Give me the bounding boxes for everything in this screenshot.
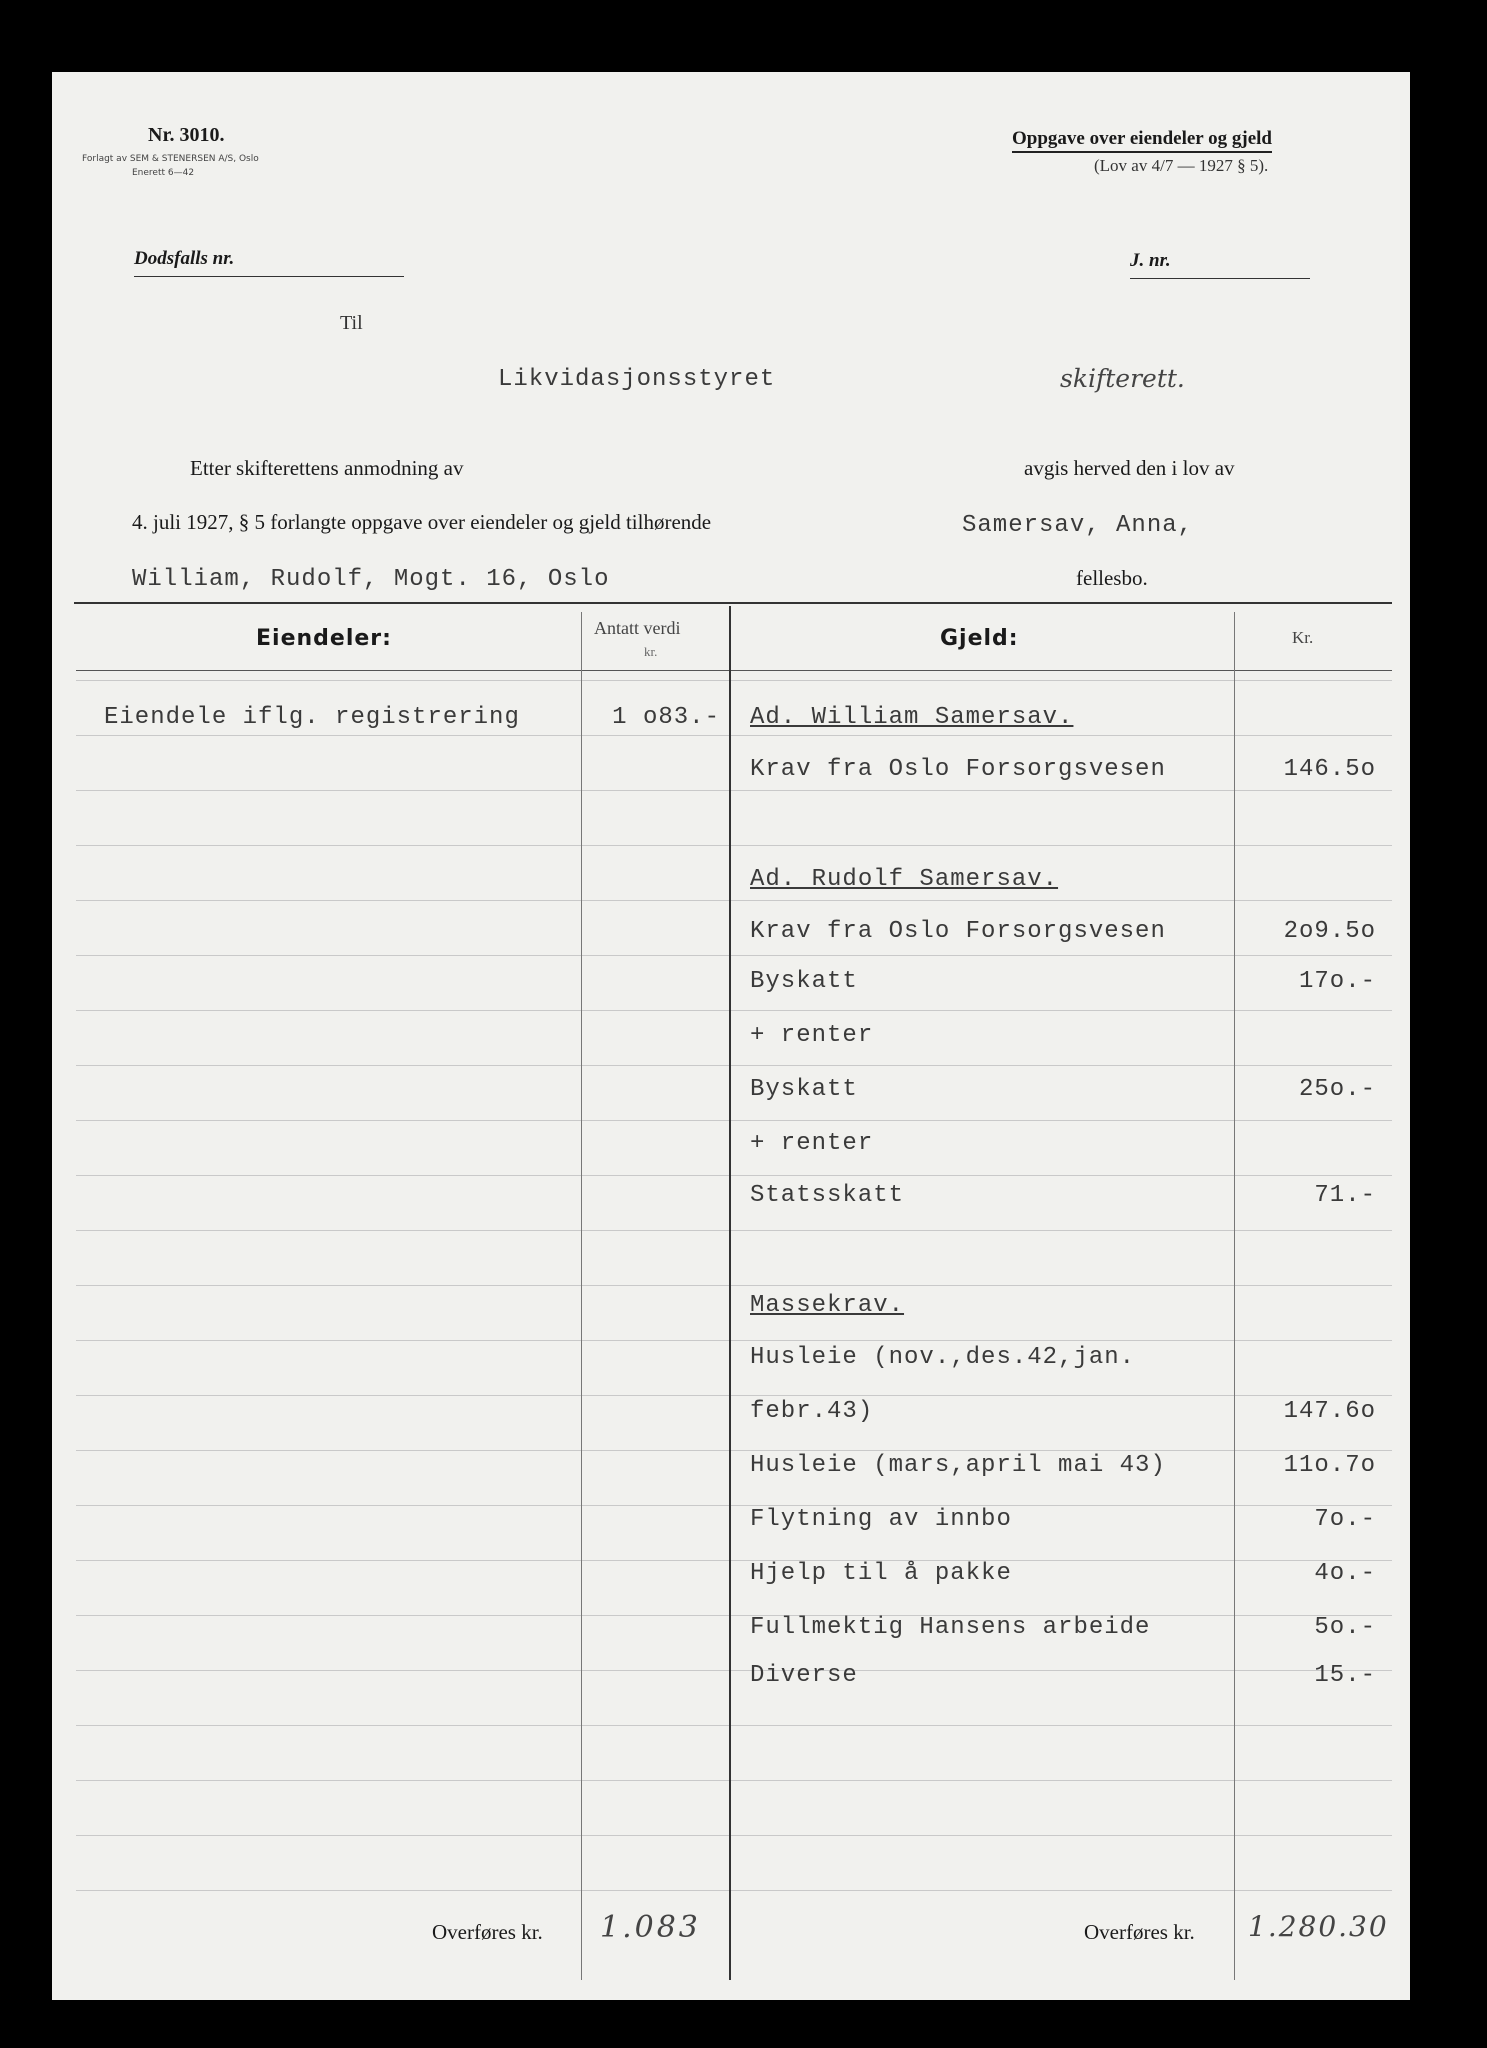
asset-value: 1 o83.- xyxy=(612,704,720,731)
debt-amount: 147.6o xyxy=(1283,1398,1376,1425)
value-header-unit: kr. xyxy=(644,644,658,659)
debt-item: Husleie (mars,april mai 43) xyxy=(750,1452,1166,1479)
debts-amount-divider xyxy=(1234,612,1235,1980)
debt-heading: Massekrav. xyxy=(750,1292,905,1319)
death-case-field[interactable] xyxy=(134,276,404,277)
body-line3-right: fellesbo. xyxy=(1076,566,1148,590)
publisher-line: Forlagt av SEM & STENERSEN A/S, Oslo xyxy=(82,154,259,164)
debt-heading: Ad. Rudolf Samersav. xyxy=(750,866,1059,893)
debt-item: Fullmektig Hansens arbeide xyxy=(750,1614,1151,1641)
to-label: Til xyxy=(340,312,363,334)
debt-item: Byskatt xyxy=(750,1076,858,1103)
kr-header: Kr. xyxy=(1292,628,1314,647)
table-header-rule xyxy=(76,670,1392,671)
debt-amount: 71.- xyxy=(1314,1182,1376,1209)
journal-field[interactable] xyxy=(1130,278,1310,279)
debt-heading: Ad. William Samersav. xyxy=(750,704,1074,731)
body-line2-left: 4. juli 1927, § 5 forlangte oppgave over eiendeler og gjeld tilhørende xyxy=(132,510,712,534)
carry-over-label-right: Overføres kr. xyxy=(1084,1920,1195,1944)
debt-item: febr.43) xyxy=(750,1398,874,1425)
debt-item: Byskatt xyxy=(750,968,858,995)
debt-item: + renter xyxy=(750,1130,874,1157)
debt-amount: 25o.- xyxy=(1298,1076,1376,1103)
debt-item: Flytning av innbo xyxy=(750,1506,1012,1533)
court: skifterett. xyxy=(1060,364,1185,393)
debt-amount: 11o.7o xyxy=(1283,1452,1376,1479)
value-header: Antatt verdi xyxy=(594,618,681,638)
debt-item: Krav fra Oslo Forsorgsvesen xyxy=(750,756,1166,783)
debts-header: Gjeld: xyxy=(940,626,1019,651)
assets-value-divider xyxy=(581,612,582,1980)
journal-label: J. nr. xyxy=(1130,250,1171,271)
form-title: Oppgave over eiendeler og gjeld xyxy=(1012,128,1272,153)
body-line1-right: avgis herved den i lov av xyxy=(1024,456,1235,480)
debt-amount: 7o.- xyxy=(1314,1506,1376,1533)
law-reference: (Lov av 4/7 — 1927 § 5). xyxy=(1094,156,1269,175)
carry-over-label-left: Overføres kr. xyxy=(432,1920,543,1944)
debt-amount: 17o.- xyxy=(1298,968,1376,995)
debt-item: Krav fra Oslo Forsorgsvesen xyxy=(750,918,1166,945)
center-divider xyxy=(729,606,731,1980)
debt-item: + renter xyxy=(750,1022,874,1049)
owner-name: Samersav, Anna, xyxy=(962,512,1194,539)
recipient: Likvidasjonsstyret xyxy=(498,366,776,393)
owner-names-address: William, Rudolf, Mogt. 16, Oslo xyxy=(132,566,610,593)
debt-item: Husleie (nov.,des.42,jan. xyxy=(750,1344,1136,1371)
debt-item: Hjelp til å pakke xyxy=(750,1560,1012,1587)
debt-amount: 2o9.5o xyxy=(1283,918,1376,945)
assets-header: Eiendeler: xyxy=(256,626,392,651)
debt-amount: 5o.- xyxy=(1314,1614,1376,1641)
debt-amount: 146.5o xyxy=(1283,756,1376,783)
form-number: Nr. 3010. xyxy=(148,124,225,146)
debt-item: Statsskatt xyxy=(750,1182,905,1209)
debt-item: Diverse xyxy=(750,1662,858,1689)
death-case-label: Dodsfalls nr. xyxy=(134,248,235,269)
copyright-line: Enerett 6—42 xyxy=(132,168,195,178)
document-page xyxy=(52,72,1410,2000)
carry-over-value-left: 1.083 xyxy=(600,1910,701,1945)
asset-item: Eiendele iflg. registrering xyxy=(104,704,520,731)
debt-amount: 15.- xyxy=(1314,1662,1376,1689)
carry-over-value-right: 1.280.30 xyxy=(1248,1910,1389,1943)
body-line1-left: Etter skifterettens anmodning av xyxy=(190,456,464,480)
debt-amount: 4o.- xyxy=(1314,1560,1376,1587)
table-top-rule xyxy=(74,602,1392,604)
